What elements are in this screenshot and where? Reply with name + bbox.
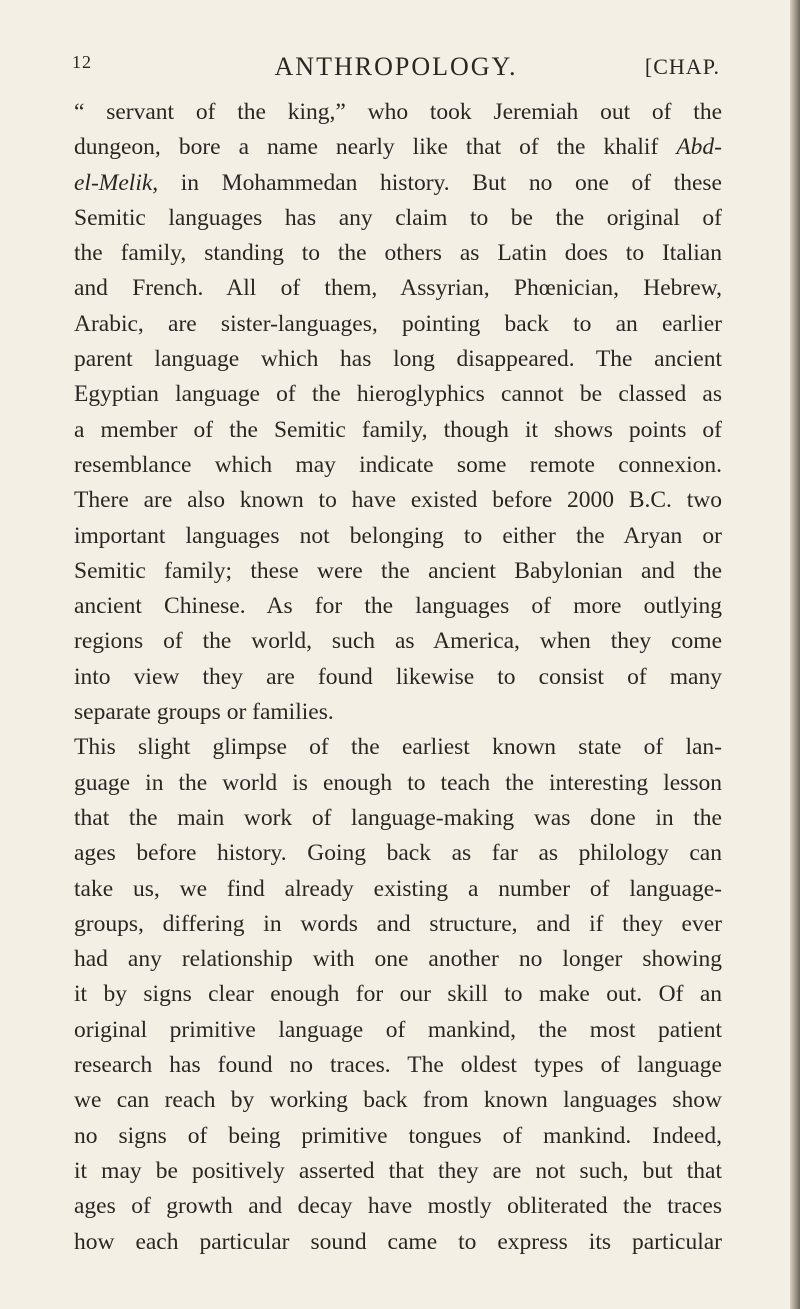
text-line — [74, 730, 722, 765]
line-text: how each particular sound came to express its particular — [74, 1228, 722, 1255]
text-line — [74, 1225, 722, 1260]
text-line — [74, 307, 722, 342]
text-line — [74, 801, 722, 836]
text-line — [74, 377, 722, 412]
line-text: it by signs clear enough for our skill to make out. Of an — [74, 981, 722, 1008]
line-italic-text: Abd- — [676, 134, 722, 161]
line-text: Arabic, are sister-languages, pointing back to an earlier — [74, 310, 722, 337]
text-line — [74, 1083, 722, 1118]
body-text — [74, 95, 722, 1260]
line-text: and French. All of them, Assyrian, Phœnician, Hebrew, — [74, 275, 722, 302]
line-text: no signs of being primitive tongues of mankind. Indeed, — [74, 1122, 722, 1149]
line-text: “ servant of the king,” who took Jeremiah out of the — [74, 99, 722, 125]
text-line — [74, 448, 722, 483]
text-line — [74, 130, 722, 165]
line-text: regions of the world, such as America, when they come — [74, 628, 722, 655]
line-text: the family, standing to the others as Latin does to Italian — [74, 240, 722, 267]
text-line — [74, 589, 722, 624]
text-line — [74, 836, 722, 871]
text-line — [74, 201, 722, 236]
line-text: resemblance which may indicate some remote connexion. — [74, 451, 722, 478]
text-line — [74, 1048, 722, 1083]
text-line — [74, 1119, 722, 1154]
line-text: we can reach by working back from known languages show — [74, 1087, 722, 1114]
text-line — [74, 624, 722, 659]
chapter-mark: [CHAP. — [644, 54, 720, 79]
text-line — [74, 271, 722, 306]
text-line — [74, 413, 722, 448]
line-text: Egyptian language of the hieroglyphics cannot be classed as — [74, 381, 722, 408]
text-line — [74, 554, 722, 589]
line-text: ages of growth and decay have mostly obliterated the traces — [74, 1193, 722, 1220]
text-line — [74, 483, 722, 518]
text-line — [74, 766, 722, 801]
line-text: a member of the Semitic family, though it shows points of — [74, 416, 722, 443]
line-text: take us, we find already existing a number of language- — [74, 875, 722, 902]
line-text: ages before history. Going back as far as philology can — [74, 840, 722, 867]
line-italic-text: el-Melik, — [74, 169, 159, 196]
line-text: There are also known to have existed before 2000 B.C. two — [74, 487, 722, 514]
line-text: This slight glimpse of the earliest known state of lan- — [74, 734, 722, 761]
text-line — [74, 977, 722, 1012]
line-text: groups, differing in words and structure, and if they ever — [74, 910, 722, 937]
page-edge-shadow — [790, 0, 800, 1309]
line-text: research has found no traces. The oldest types of language — [74, 1052, 722, 1079]
line-text: Semitic family; these were the ancient Babylonian and the — [74, 557, 722, 584]
line-text: dungeon, bore a name nearly like that of the khalif — [74, 134, 677, 161]
running-header — [72, 52, 720, 86]
text-line — [74, 519, 722, 554]
line-text: Semitic languages has any claim to be the original of — [74, 204, 722, 231]
line-text: parent language which has long disappeared. The ancient — [74, 346, 722, 373]
text-line — [74, 1013, 722, 1048]
text-line — [74, 1189, 722, 1224]
text-line — [74, 95, 722, 130]
line-text: into view they are found likewise to consist of many — [74, 663, 722, 690]
text-line — [74, 872, 722, 907]
line-text: guage in the world is enough to teach the interesting lesson — [74, 769, 722, 796]
line-text: in Mohammedan history. But no one of these — [158, 169, 722, 196]
text-line — [74, 942, 722, 977]
text-line — [74, 166, 722, 201]
text-line — [74, 907, 722, 942]
text-line — [74, 660, 722, 695]
line-text: important languages not belonging to either the Aryan or — [74, 522, 722, 549]
line-text: that the main work of language-making was done in the — [74, 804, 722, 831]
line-text: ancient Chinese. As for the languages of more outlying — [74, 593, 722, 620]
line-text: it may be positively asserted that they are not such, but that — [74, 1157, 722, 1184]
text-line — [74, 342, 722, 377]
line-text: separate groups or families. — [74, 699, 334, 726]
text-line — [74, 1154, 722, 1189]
text-line — [74, 236, 722, 271]
running-title: ANTHROPOLOGY. — [274, 52, 518, 81]
line-text: had any relationship with one another no longer showing — [74, 946, 722, 973]
text-line — [74, 695, 722, 730]
page-number: 12 — [72, 52, 92, 72]
line-text: original primitive language of mankind, the most patient — [74, 1016, 722, 1043]
